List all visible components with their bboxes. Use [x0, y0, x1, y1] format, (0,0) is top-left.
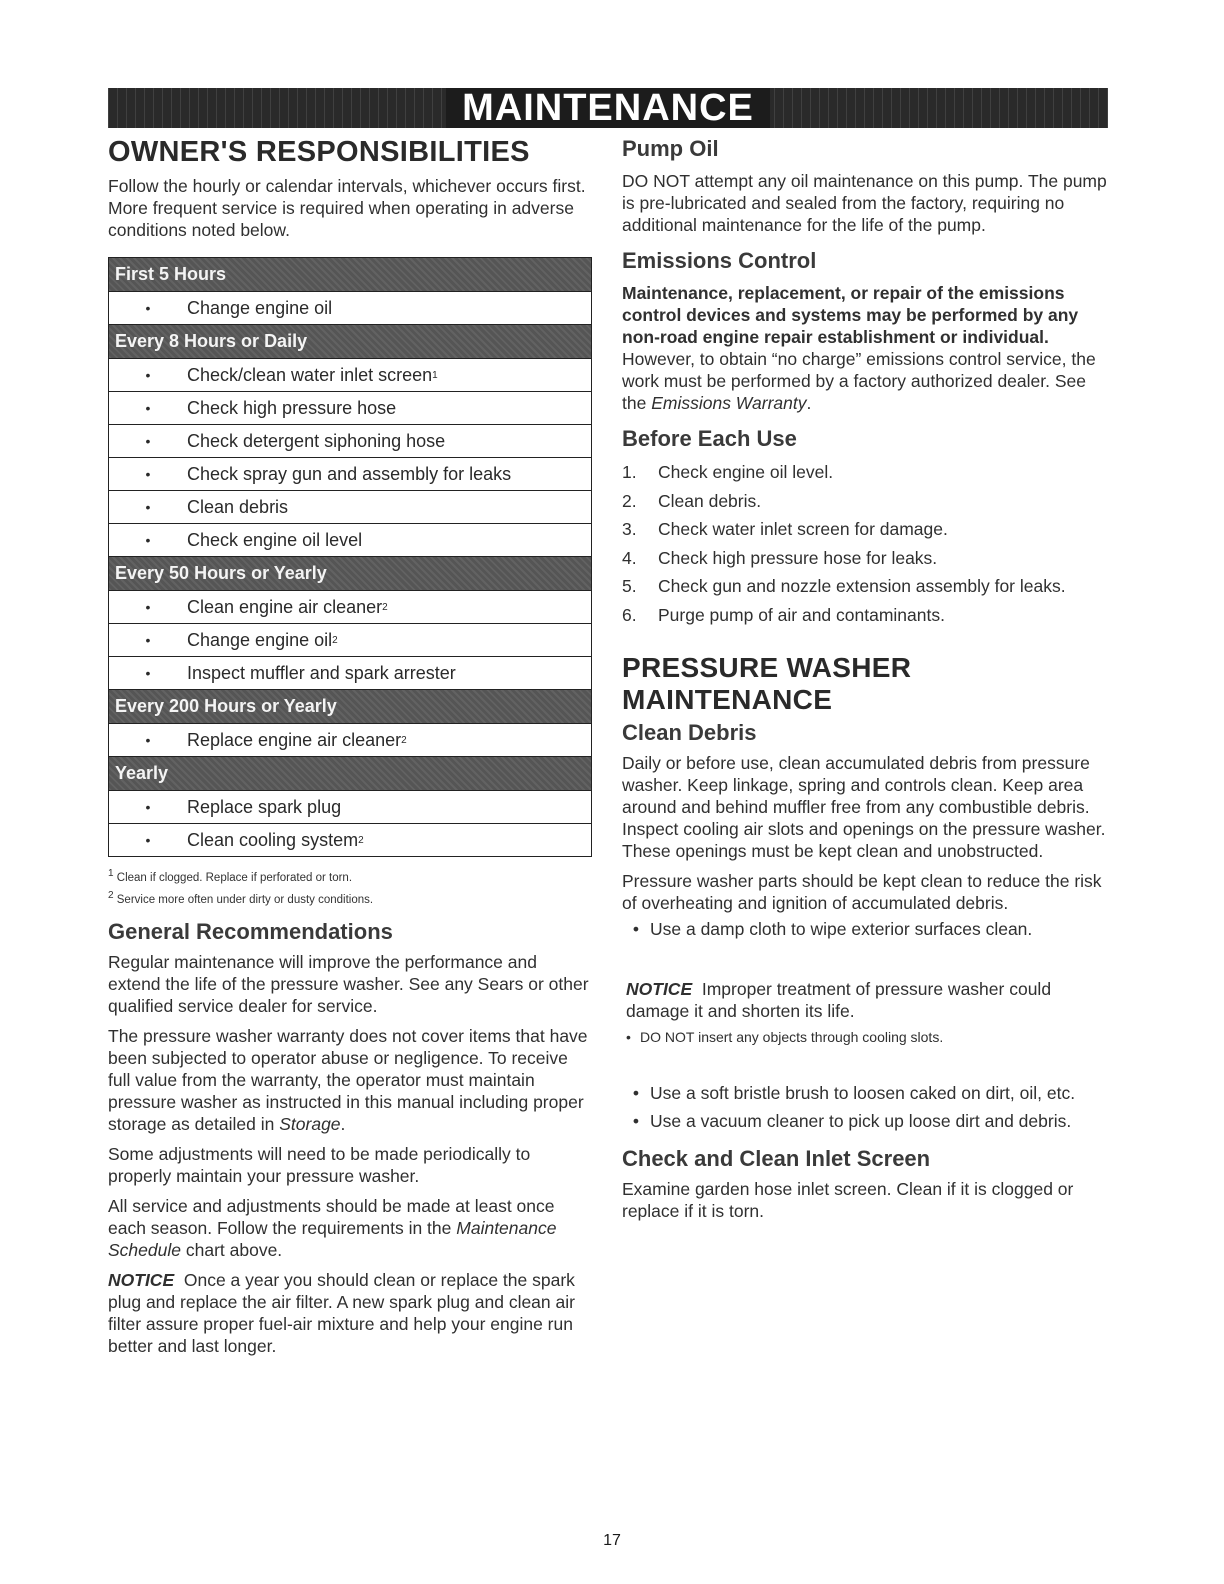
general-p1: Regular maintenance will improve the performance and extend the life of the pressure washer. See any Sears or other qualified service dealer for service.: [108, 951, 589, 1016]
schedule-row: • Replace spark plug: [109, 791, 591, 824]
schedule-header: Every 50 Hours or Yearly: [109, 557, 591, 591]
pressure-washer-maintenance-title: PRESSURE WASHER MAINTENANCE: [622, 651, 912, 715]
bullet-item: • Use a vacuum cleaner to pick up loose dirt and debris.: [632, 1110, 1072, 1131]
footnote-2: $^2$ Service more often under dirty or dusty conditions.: [108, 889, 374, 906]
inlet-screen-text: Examine garden hose inlet screen. Clean if it is clogged or replace if it is torn.: [622, 1178, 1074, 1221]
before-each-use-list: [622, 458, 1108, 630]
list-item: 1. Check engine oil level.: [622, 462, 834, 482]
list-item: 5. Check gun and nozzle extension assembly for leaks.: [622, 576, 1066, 597]
before-each-use-title: Before Each Use: [622, 426, 797, 451]
schedule-row: • Check detergent siphoning hose: [109, 425, 591, 458]
left-column: [108, 136, 590, 1357]
owners-title: OWNER'S RESPONSIBILITIES: [108, 136, 530, 168]
right-column: [622, 136, 1108, 1222]
schedule-header: Every 200 Hours or Yearly: [109, 690, 591, 724]
clean-debris-p1: Daily or before use, clean accumulated debris from pressure washer. Keep linkage, spring and controls clean. Keep area around and behind muffler free from any combustible debris. Inspect cooling air slots and openings on the pressure washer. These openings must be kept clean and unobstructed.: [622, 752, 1106, 861]
list-item: 4. Check high pressure hose for leaks.: [622, 547, 938, 568]
schedule-row: • Clean cooling system 2: [145, 829, 364, 850]
list-item: 2. Clean debris.: [622, 490, 762, 511]
section-banner: [108, 88, 1108, 128]
emissions-title: Emissions Control: [622, 248, 817, 273]
schedule-row: • Replace engine air cleaner 2: [109, 724, 591, 757]
schedule-row: • Clean engine air cleaner 2: [109, 591, 591, 624]
general-p4: All service and adjustments should be made at least once each season. Follow the requirements in the Maintenance Schedule chart above.: [108, 1195, 557, 1260]
emissions-text: Maintenance, replacement, or repair of the emissions control devices and systems may be performed by any non-road engine repair establishment or individual. However, to obtain “no charge” emissions control service, the work must be performed by a factory authorized dealer. See the Emissions Warranty.: [622, 283, 1096, 413]
schedule-row: • Clean debris: [109, 491, 591, 524]
owners-intro: Follow the hourly or calendar intervals, whichever occurs first. More frequent service is required when operating in adverse conditions noted below.: [108, 176, 586, 240]
general-recommendations-title: General Recommendations: [108, 918, 393, 944]
footnotes: [108, 865, 590, 909]
schedule-row: • Check engine oil level: [109, 524, 591, 557]
pwm-notice: NOTICE Improper treatment of pressure washer could damage it and shorten its life.: [626, 978, 1052, 1021]
footnote-1: $^1$ Clean if clogged. Replace if perforated or torn.: [108, 868, 353, 884]
general-notice: NOTICE Once a year you should clean or replace the spark plug and replace the air filter. A new spark plug and clean air filter assure proper fuel-air mixture and help your engine run better and last longer.: [108, 1269, 575, 1356]
schedule-header: First 5 Hours: [109, 258, 591, 292]
maintenance-schedule-table: [108, 257, 592, 857]
notice-bullet: • DO NOT insert any objects through cooling slots.: [626, 1028, 944, 1045]
bullet-item: • Use a damp cloth to wipe exterior surfaces clean.: [632, 918, 1033, 939]
schedule-row: • Check high pressure hose: [109, 392, 591, 425]
pump-oil-title: Pump Oil: [622, 136, 719, 161]
schedule-header: Yearly: [109, 757, 591, 791]
pump-oil-text: DO NOT attempt any oil maintenance on this pump. The pump is pre-lubricated and sealed from the factory, requiring no additional maintenance for the life of the pump.: [622, 171, 1107, 235]
schedule-header: Every 8 Hours or Daily: [109, 325, 591, 359]
general-p2: The pressure washer warranty does not cover items that have been subjected to operator abuse or negligence. To receive full value from the warranty, the operator must maintain pressure washer as instructed in this manual including proper storage as detailed in Storage.: [108, 1025, 588, 1134]
banner-title: MAINTENANCE: [446, 88, 770, 128]
schedule-row: • Check/clean water inlet screen 1: [109, 359, 591, 392]
clean-debris-title: Clean Debris: [622, 719, 757, 745]
list-item: 3. Check water inlet screen for damage.: [622, 519, 948, 540]
schedule-row: • Check spray gun and assembly for leaks: [109, 458, 591, 491]
schedule-row: • Inspect muffler and spark arrester: [109, 657, 591, 690]
general-p3: Some adjustments will need to be made periodically to properly maintain your pressure washer.: [108, 1143, 531, 1186]
bullet-item: • Use a soft bristle brush to loosen caked on dirt, oil, etc.: [632, 1082, 1076, 1103]
page-number: 17: [603, 1532, 621, 1549]
inlet-screen-title: Check and Clean Inlet Screen: [622, 1145, 931, 1171]
clean-debris-p2: Pressure washer parts should be kept clean to reduce the risk of overheating and ignition of accumulated debris.: [622, 870, 1102, 913]
schedule-row: • Change engine oil 2: [109, 624, 591, 657]
list-item: 6. Purge pump of air and contaminants.: [622, 604, 945, 625]
schedule-row: • Change engine oil: [109, 292, 591, 325]
